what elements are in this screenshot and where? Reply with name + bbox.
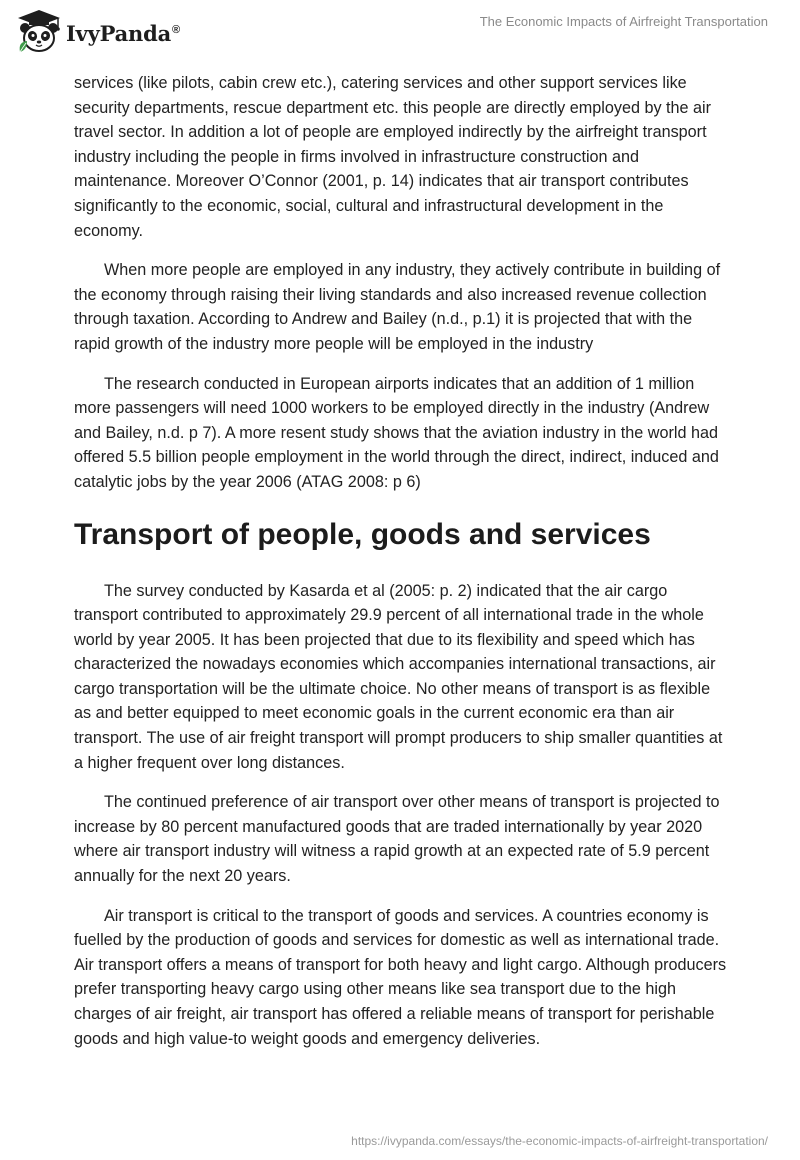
essay-content [74,71,730,1066]
paragraph: Air transport is critical to the transport of goods and services. A countries economy is fuelled by the production of goods and services for domestic as well as international trade. Air transport offers a means of transport for both heavy and light cargo. Although producers prefer transporting heavy cargo using other means like sea transport due to the high charges of air freight, air transport has offered a reliable means of transport for perishable goods and high value-to weight goods and emergency deliveries. [74,906,727,1048]
panda-graduate-icon [14,8,64,56]
brand-name-text: IvyPanda [66,20,172,46]
paragraph: When more people are employed in any industry, they actively contribute in building of the economy through raising their living standards and also increased revenue collection through taxation. According to Andrew and Bailey (n.d., p.1) it is projected that with the rapid growth of the industry more people will be employed in the industry [74,261,721,353]
brand-name [66,21,180,46]
section-heading: Transport of people, goods and services [74,517,651,551]
paragraph: The survey conducted by Kasarda et al (2005: p. 2) indicated that the air cargo transport contributed to approximately 29.9 percent of all international trade in the whole world by year 2005. It has been projected that due to its flexibility and speed which has characterized the nowadays economies which accompanies international transactions, air cargo transportation will be the ultimate choice. No other means of transport is as flexible as and better equipped to meet economic goals in the current economic era than air transport. The use of air freight transport will prompt producers to ship smaller quantities at a higher frequent over long distances. [74,581,723,772]
source-url[interactable]: https://ivypanda.com/essays/the-economic-impacts-of-airfreight-transportation/ [351,1134,768,1148]
ivypanda-logo[interactable] [14,8,180,56]
paragraph-continuation: services (like pilots, cabin crew etc.), catering services and other support services like security departments, rescue department etc. this people are directly employed by the air travel sector. In addition a lot of people are employed indirectly by the airfreight transport industry including the people in firms involved in infrastructure construction and maintenance. Moreover O’Connor (2001, p. 14) indicates that air transport contributes significantly to the economic, social, cultural and infrastructural development in the economy. [74,74,712,240]
paragraph: The continued preference of air transport over other means of transport is projected to increase by 80 percent manufactured goods that are traded internationally by year 2020 where air transport industry will witness a rapid growth at an expected rate of 5.9 percent annually for the next 20 years. [74,793,720,886]
page-header [0,0,800,60]
document-title: The Economic Impacts of Airfreight Transportation [479,14,768,29]
paragraph: The research conducted in European airports indicates that an addition of 1 million more passengers will need 1000 workers to be employed directly in the industry (Andrew and Bailey, n.d. p 7). A more resent study shows that the aviation industry in the world had offered 5.5 billion people employment in the world through the direct, indirect, induced and catalytic jobs by the year 2006 (ATAG 2008: p 6) [74,374,719,491]
registered-mark: ® [172,23,180,36]
